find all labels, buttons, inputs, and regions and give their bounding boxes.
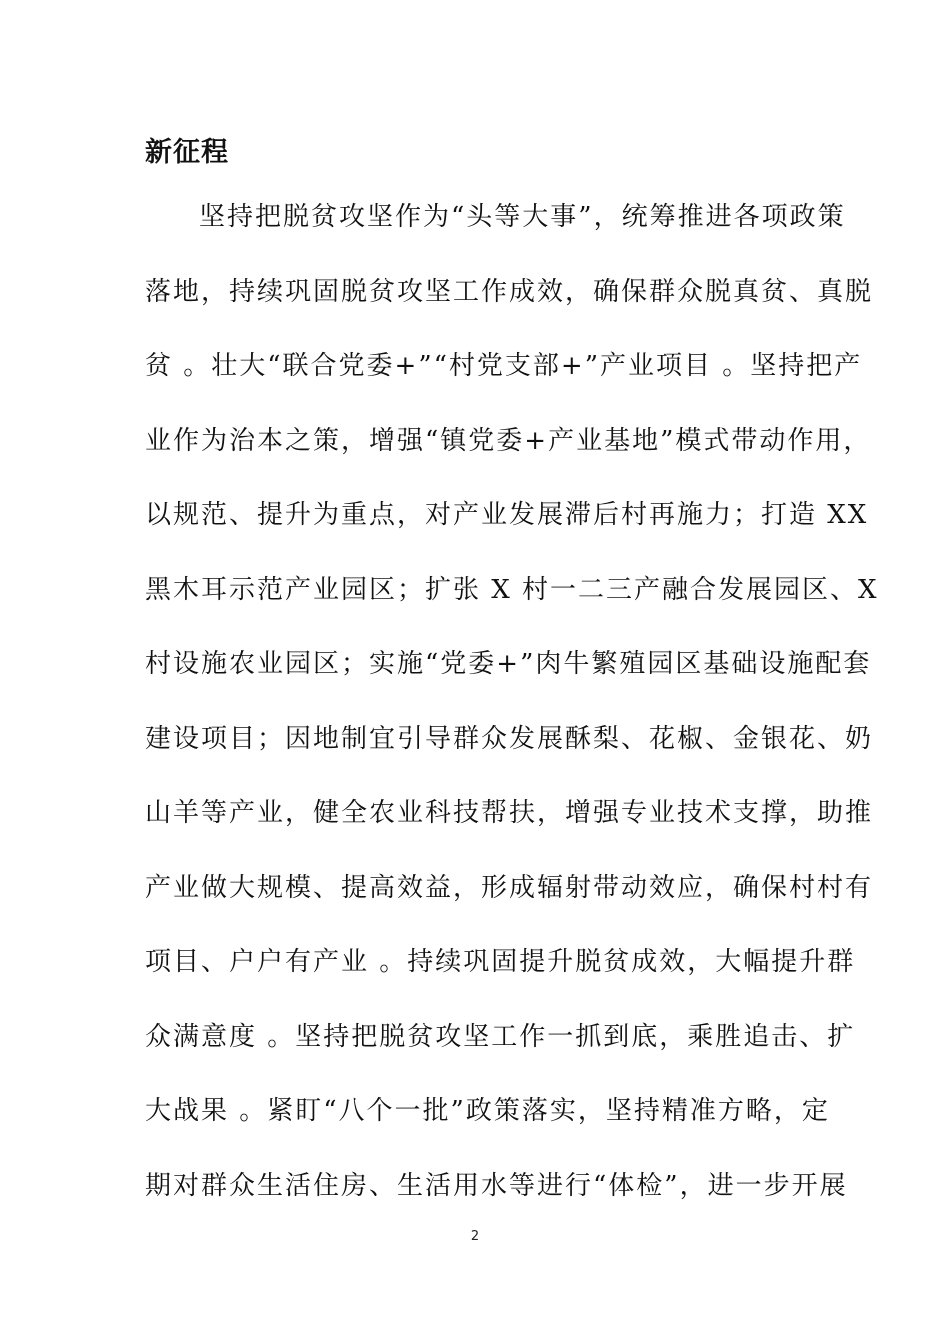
text-line: 村设施农业园区；实施“党委+”肉牛繁殖园区基础设施配套: [145, 649, 872, 679]
section-heading: 新征程: [145, 137, 229, 168]
text-line: 众满意度 。坚持把脱贫攻坚工作一抓到底，乘胜追击、扩: [145, 1021, 856, 1052]
text-line: 项目、户户有产业 。持续巩固提升脱贫成效，大幅提升群: [145, 947, 856, 977]
page-number: 2: [470, 1229, 480, 1244]
text-line: 坚持把脱贫攻坚作为“头等大事”，统筹推进各项政策: [199, 202, 846, 232]
text-line: 产业做大规模、提高效益，形成辐射带动效应，确保村村有: [145, 872, 874, 903]
text-line: 建设项目；因地制宜引导群众发展酥梨、花椒、金银花、奶: [145, 723, 874, 754]
text-line: 期对群众生活住房、生活用水等进行“体检”，进一步开展: [145, 1170, 848, 1201]
text-line: 落地，持续巩固脱贫攻坚工作成效，确保群众脱真贫、真脱: [145, 276, 874, 307]
body-paragraph: [145, 195, 879, 1238]
text-line: 以规范、提升为重点，对产业发展滞后村再施力；打造 XX: [145, 500, 869, 530]
text-line: 黑木耳示范产业园区；扩张 X 村一二三产融合发展园区、X: [145, 574, 879, 605]
text-line: 山羊等产业，健全农业科技帮扶，增强专业技术支撑，助推: [145, 798, 874, 828]
text-line: 贫 。壮大“联合党委+”“村党支部+”产业项目 。坚持把产: [145, 351, 863, 381]
text-line: 大战果 。紧盯“八个一批”政策落实，坚持精准方略，定: [145, 1096, 830, 1126]
text-line: 业作为治本之策，增强“镇党委+产业基地”模式带动作用，: [145, 425, 872, 456]
